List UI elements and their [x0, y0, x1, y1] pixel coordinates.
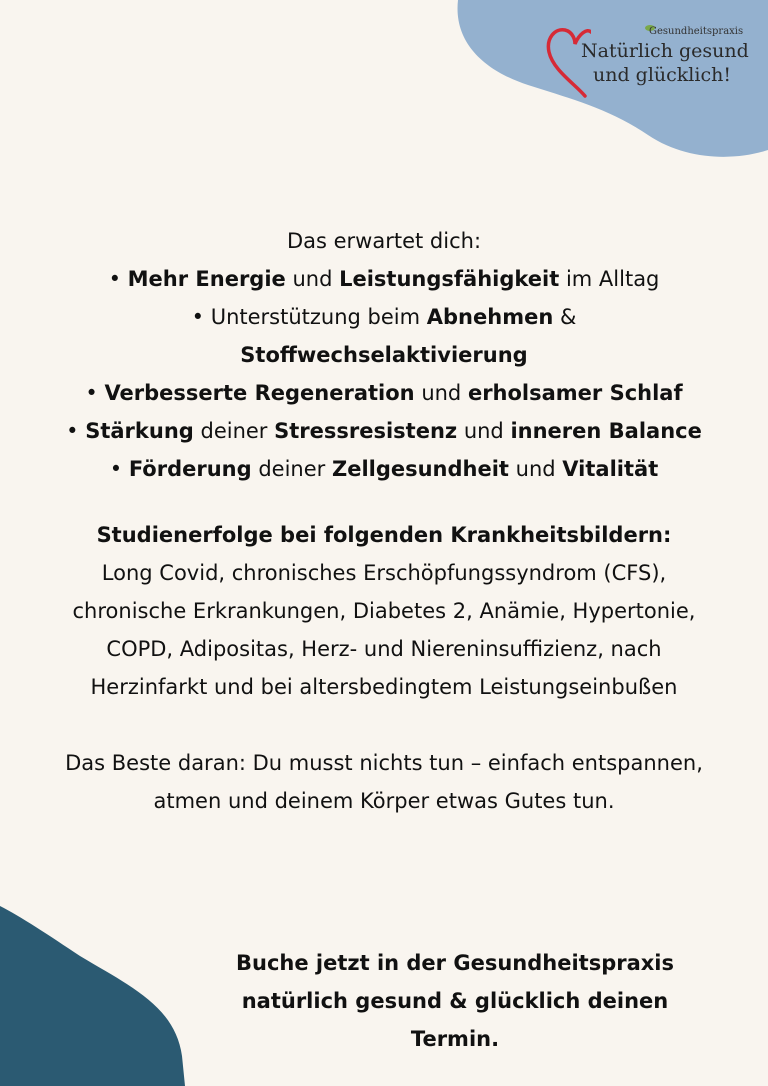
cta-line: Buche jetzt in der Gesundheitspraxis	[235, 951, 674, 975]
studies-line: COPD, Adipositas, Herz- und Niereninsuffizienz, nach	[106, 637, 662, 661]
call-to-action	[200, 944, 710, 1058]
cta-line: natürlich gesund & glücklich deinen	[241, 989, 669, 1013]
text: deiner	[251, 457, 332, 481]
practice-logo	[545, 18, 755, 98]
bold-text: Studienerfolge bei folgenden Krankheitsbildern:	[96, 523, 672, 547]
text: Unterstützung beim	[210, 305, 427, 329]
bold-text: Stärkung	[85, 419, 194, 443]
spacer	[20, 706, 748, 744]
bold-text: Vitalität	[562, 457, 659, 481]
text: und	[285, 267, 340, 291]
text: und	[508, 457, 563, 481]
bullet-mark: •	[109, 457, 129, 481]
studies-line: Long Covid, chronisches Erschöpfungssyndrom (CFS),	[101, 561, 667, 585]
bullet-line	[20, 298, 748, 336]
bold-text: Zellgesundheit	[331, 457, 509, 481]
bold-text: Mehr Energie	[127, 267, 286, 291]
main-content	[20, 222, 748, 820]
bold-text: Stoffwechselaktivierung	[240, 343, 528, 367]
text: deiner	[193, 419, 275, 443]
text: und	[414, 381, 468, 405]
text: und	[457, 419, 511, 443]
best-line: atmen und deinem Körper etwas Gutes tun.	[153, 789, 615, 813]
bullet-mark: •	[108, 267, 128, 291]
bold-text: inneren Balance	[510, 419, 702, 443]
best-line: Das Beste daran: Du musst nichts tun – einfach entspannen,	[65, 751, 703, 775]
intro-text: Das erwartet dich:	[286, 229, 482, 253]
studies-line: chronische Erkrankungen, Diabetes 2, Anämie, Hypertonie,	[72, 599, 696, 623]
studies-heading	[20, 516, 748, 554]
spacer	[20, 488, 748, 516]
logo-line-2: und glücklich!	[593, 64, 731, 86]
bold-text: Leistungsfähigkeit	[339, 267, 560, 291]
bullet-mark: •	[191, 305, 211, 329]
bullet-mark: •	[66, 419, 86, 443]
bold-text: Verbesserte Regeneration	[104, 381, 415, 405]
bold-text: erholsamer Schlaf	[467, 381, 683, 405]
bullet-mark: •	[85, 381, 105, 405]
bold-text: Förderung	[128, 457, 252, 481]
studies-line: Herzinfarkt und bei altersbedingtem Leistungseinbußen	[90, 675, 678, 699]
bold-text: Stressresistenz	[274, 419, 458, 443]
bullet-line	[20, 374, 748, 412]
bullet-line	[20, 450, 748, 488]
bullet-line	[20, 260, 748, 298]
logo-line-1: Natürlich gesund	[581, 40, 749, 62]
bold-text: Abnehmen	[426, 305, 554, 329]
cta-line: Termin.	[410, 1027, 500, 1051]
decorative-blob-bottom	[0, 886, 190, 1086]
logo-small-text: Gesundheitspraxis	[649, 26, 744, 37]
bullet-line	[20, 336, 748, 374]
bullet-line	[20, 412, 748, 450]
text: &	[553, 305, 577, 329]
text: im Alltag	[559, 267, 660, 291]
